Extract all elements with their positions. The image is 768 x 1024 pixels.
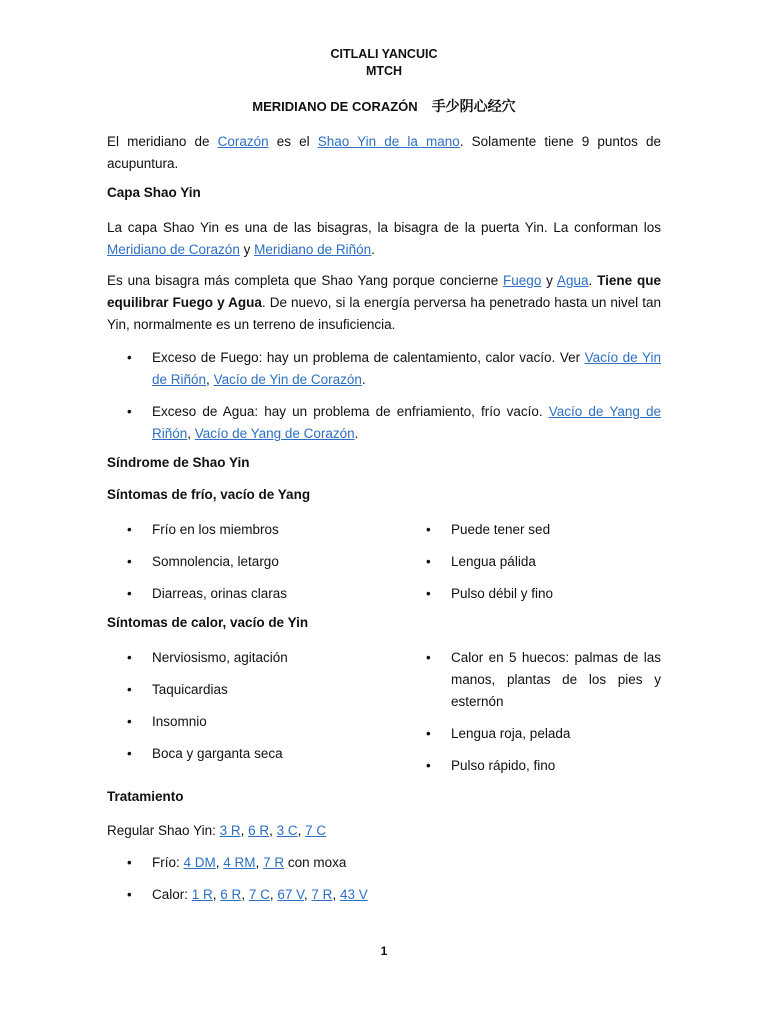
list-item: • Lengua roja, pelada	[406, 723, 661, 745]
title-es: MERIDIANO DE CORAZÓN	[252, 99, 418, 114]
link-meridiano-rinon[interactable]: Meridiano de Riñón	[254, 242, 372, 257]
link-shao-yin-mano[interactable]: Shao Yin de la mano	[317, 134, 460, 149]
paragraph-text: y	[541, 273, 557, 288]
link-corazon[interactable]: Corazón	[217, 134, 269, 149]
regular-shao-yin: Regular Shao Yin: 3 R, 6 R, 3 C, 7 C	[107, 823, 327, 838]
heading-sintomas-frio: Síntomas de frío, vacío de Yang	[107, 487, 311, 502]
point-link[interactable]: 4 RM	[223, 855, 256, 870]
frio-label: Frío:	[152, 855, 184, 870]
list-item-text: Exceso de Fuego: hay un problema de calentamiento, calor vacío. Ver	[152, 350, 585, 365]
point-link[interactable]: 7 C	[248, 887, 270, 902]
intro-text: . Solamente tiene 9 puntos de acupuntura.	[107, 134, 661, 171]
list-item-text: ,	[206, 372, 214, 387]
heading-capa-shao-yin: Capa Shao Yin	[107, 185, 201, 200]
list-item-text: .	[354, 426, 359, 441]
link-meridiano-corazon[interactable]: Meridiano de Corazón	[107, 242, 240, 257]
list-item-text: ,	[187, 426, 195, 441]
list-item: • Nerviosismo, agitación	[107, 647, 397, 669]
link-fuego[interactable]: Fuego	[503, 273, 542, 288]
list-item: • Pulso rápido, fino	[406, 755, 661, 777]
capa-paragraph-1	[107, 217, 661, 261]
point-link[interactable]: 3 R	[219, 823, 241, 838]
heading-sintomas-calor: Síntomas de calor, vacío de Yin	[107, 615, 309, 630]
list-item-frio: • Frío: 4 DM, 4 RM, 7 R con moxa	[107, 852, 661, 874]
capa-bullet-list	[107, 347, 661, 445]
paragraph-text: y	[239, 242, 255, 257]
heading-tratamiento: Tratamiento	[107, 789, 184, 804]
point-link[interactable]: 43 V	[339, 887, 368, 902]
paragraph-text: .	[588, 273, 598, 288]
paragraph-text: La capa Shao Yin es una de las bisagras, la bisagra de la puerta Yin. La conforman los	[107, 220, 661, 235]
point-link[interactable]: 7 R	[311, 887, 333, 902]
tratamiento-list	[107, 852, 661, 906]
regular-label: Regular Shao Yin:	[107, 823, 220, 838]
list-item: • Lengua pálida	[406, 551, 661, 573]
list-item: • Taquicardias	[107, 679, 397, 701]
calor-right-list	[406, 647, 661, 777]
list-item-text: .	[361, 372, 366, 387]
point-link[interactable]: 67 V	[277, 887, 304, 902]
paragraph-text: Es una bisagra más completa que Shao Yang porque concierne	[107, 273, 504, 288]
point-link[interactable]: 7 C	[305, 823, 327, 838]
page-title	[0, 96, 768, 116]
title-cn: 手少阴心经穴	[431, 99, 516, 115]
list-item: • Somnolencia, letargo	[107, 551, 397, 573]
intro-paragraph	[107, 131, 661, 175]
link-agua[interactable]: Agua	[557, 273, 589, 288]
calor-label: Calor:	[152, 887, 192, 902]
list-item: • Boca y garganta seca	[107, 743, 397, 765]
list-item: • Insomnio	[107, 711, 397, 733]
list-item: • Pulso débil y fino	[406, 583, 661, 605]
list-item	[107, 401, 661, 445]
page-number: 1	[380, 944, 388, 958]
link-vacio-yang-rinon[interactable]: Vacío de Yang de Riñón	[152, 404, 661, 441]
intro-text: El meridiano de	[107, 134, 218, 149]
list-item	[107, 347, 661, 391]
list-item: • Puede tener sed	[406, 519, 661, 541]
link-vacio-yin-rinon[interactable]: Vacío de Yin de Riñón	[152, 350, 661, 387]
frio-right-list	[406, 519, 661, 605]
list-item-calor: • Calor: 1 R, 6 R, 7 C, 67 V, 7 R, 43 V	[107, 884, 661, 906]
point-link[interactable]: 6 R	[220, 887, 242, 902]
paragraph-text: . De nuevo, si la energía perversa ha penetrado hasta un nivel tan Yin, normalmente es un terreno de insuficiencia.	[107, 295, 661, 332]
point-link[interactable]: 7 R	[263, 855, 285, 870]
point-link[interactable]: 6 R	[248, 823, 270, 838]
frio-left-list	[107, 519, 397, 605]
link-vacio-yang-corazon[interactable]: Vacío de Yang de Corazón	[194, 426, 355, 441]
point-link[interactable]: 3 C	[276, 823, 298, 838]
heading-sindrome: Síndrome de Shao Yin	[107, 455, 250, 470]
bold-text: Tiene que equilibrar Fuego y Agua	[107, 273, 661, 310]
calor-left-list	[107, 647, 397, 765]
list-item: • Calor en 5 huecos: palmas de las manos, plantas de los pies y esternón	[406, 647, 661, 713]
link-vacio-yin-corazon[interactable]: Vacío de Yin de Corazón	[213, 372, 362, 387]
intro-text: es el	[268, 134, 318, 149]
list-item-text: Exceso de Agua: hay un problema de enfriamiento, frío vacío.	[152, 404, 549, 419]
frio-suffix: con moxa	[284, 855, 347, 870]
point-link[interactable]: 1 R	[191, 887, 213, 902]
list-item: • Diarreas, orinas claras	[107, 583, 397, 605]
capa-paragraph-2	[107, 270, 661, 336]
author-name: CITLALI YANCUIC	[330, 47, 438, 61]
point-link[interactable]: 4 DM	[183, 855, 216, 870]
list-item: • Frío en los miembros	[107, 519, 397, 541]
paragraph-text: .	[371, 242, 375, 257]
school-name: MTCH	[365, 64, 403, 78]
